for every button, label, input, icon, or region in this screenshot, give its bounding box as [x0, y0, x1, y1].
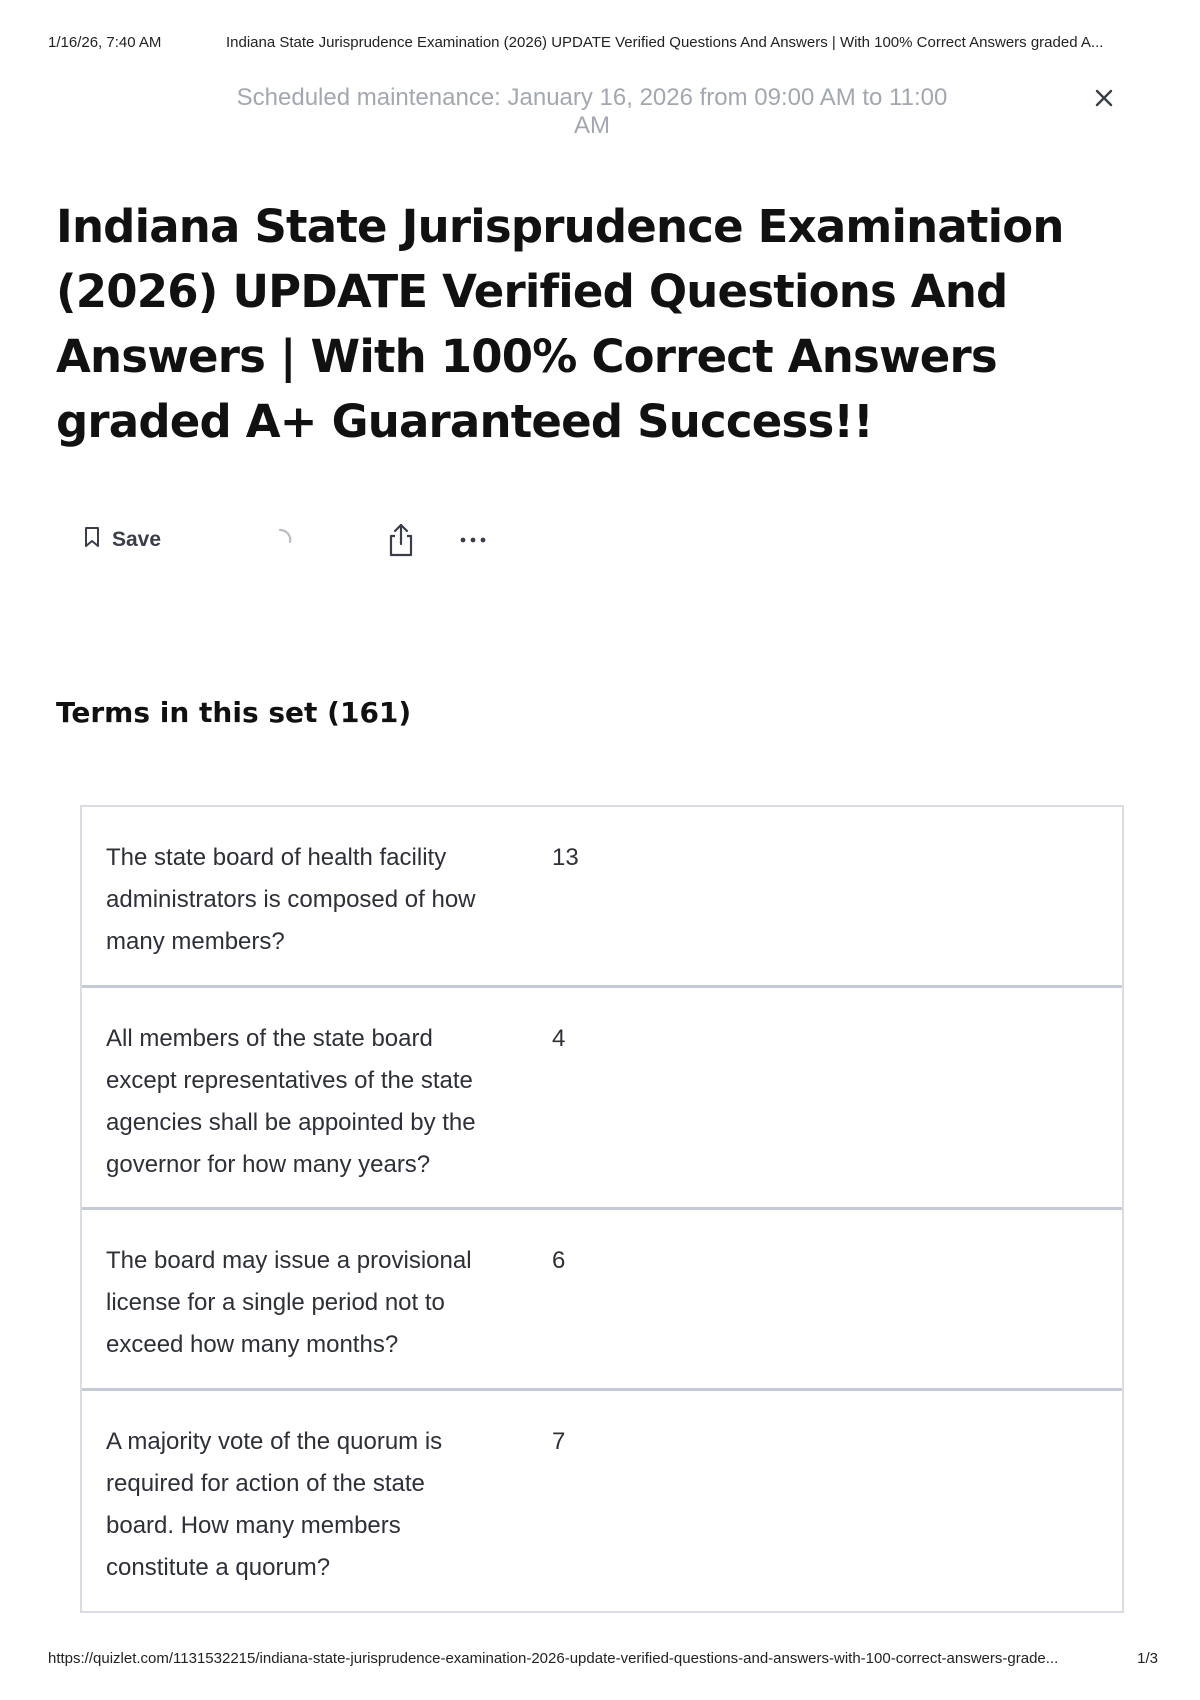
term-row[interactable] — [82, 1210, 1122, 1391]
term-question: All members of the state board except representatives of the state agencies shall be appointed by the governor for how many years? — [106, 1025, 476, 1178]
print-url: https://quizlet.com/1131532215/indiana-state-jurisprudence-examination-2026-update-verified-questions-and-answers-with-100-correct-answers-grade... — [48, 1650, 1059, 1667]
save-label: Save — [112, 528, 162, 551]
term-row[interactable] — [82, 807, 1122, 988]
save-button[interactable] — [84, 518, 161, 562]
term-question: The board may issue a provisional license for a single period not to exceed how many months? — [106, 1247, 472, 1358]
print-datetime: 1/16/26, 7:40 AM — [48, 34, 162, 51]
share-icon[interactable] — [384, 522, 418, 558]
term-answer: 13 — [552, 844, 579, 871]
term-row[interactable] — [82, 1391, 1122, 1611]
term-answer: 6 — [552, 1247, 566, 1274]
more-icon[interactable] — [456, 526, 490, 554]
close-icon[interactable] — [1090, 84, 1118, 112]
loading-spinner-icon — [268, 526, 296, 554]
term-row[interactable] — [82, 988, 1122, 1210]
term-answer: 4 — [552, 1025, 566, 1052]
maintenance-banner-text: Scheduled maintenance: January 16, 2026 from 09:00 AM to 11:00 AM — [236, 84, 948, 139]
terms-list — [80, 805, 1124, 1613]
page-number: 1/3 — [1137, 1650, 1158, 1667]
bookmark-icon — [84, 526, 100, 554]
page-title: Indiana State Jurisprudence Examination (2026) UPDATE Verified Questions And Answers | With 100% Correct Answers graded A+ Guaranteed Success!! — [56, 200, 1064, 448]
term-question: The state board of health facility administrators is composed of how many members? — [106, 844, 476, 955]
terms-heading: Terms in this set (161) — [56, 696, 412, 729]
print-page-title: Indiana State Jurisprudence Examination (2026) UPDATE Verified Questions And Answers | With 100% Correct Answers graded A... — [226, 34, 1104, 51]
term-question: A majority vote of the quorum is required for action of the state board. How many members constitute a quorum? — [106, 1428, 443, 1581]
term-answer: 7 — [552, 1428, 566, 1455]
